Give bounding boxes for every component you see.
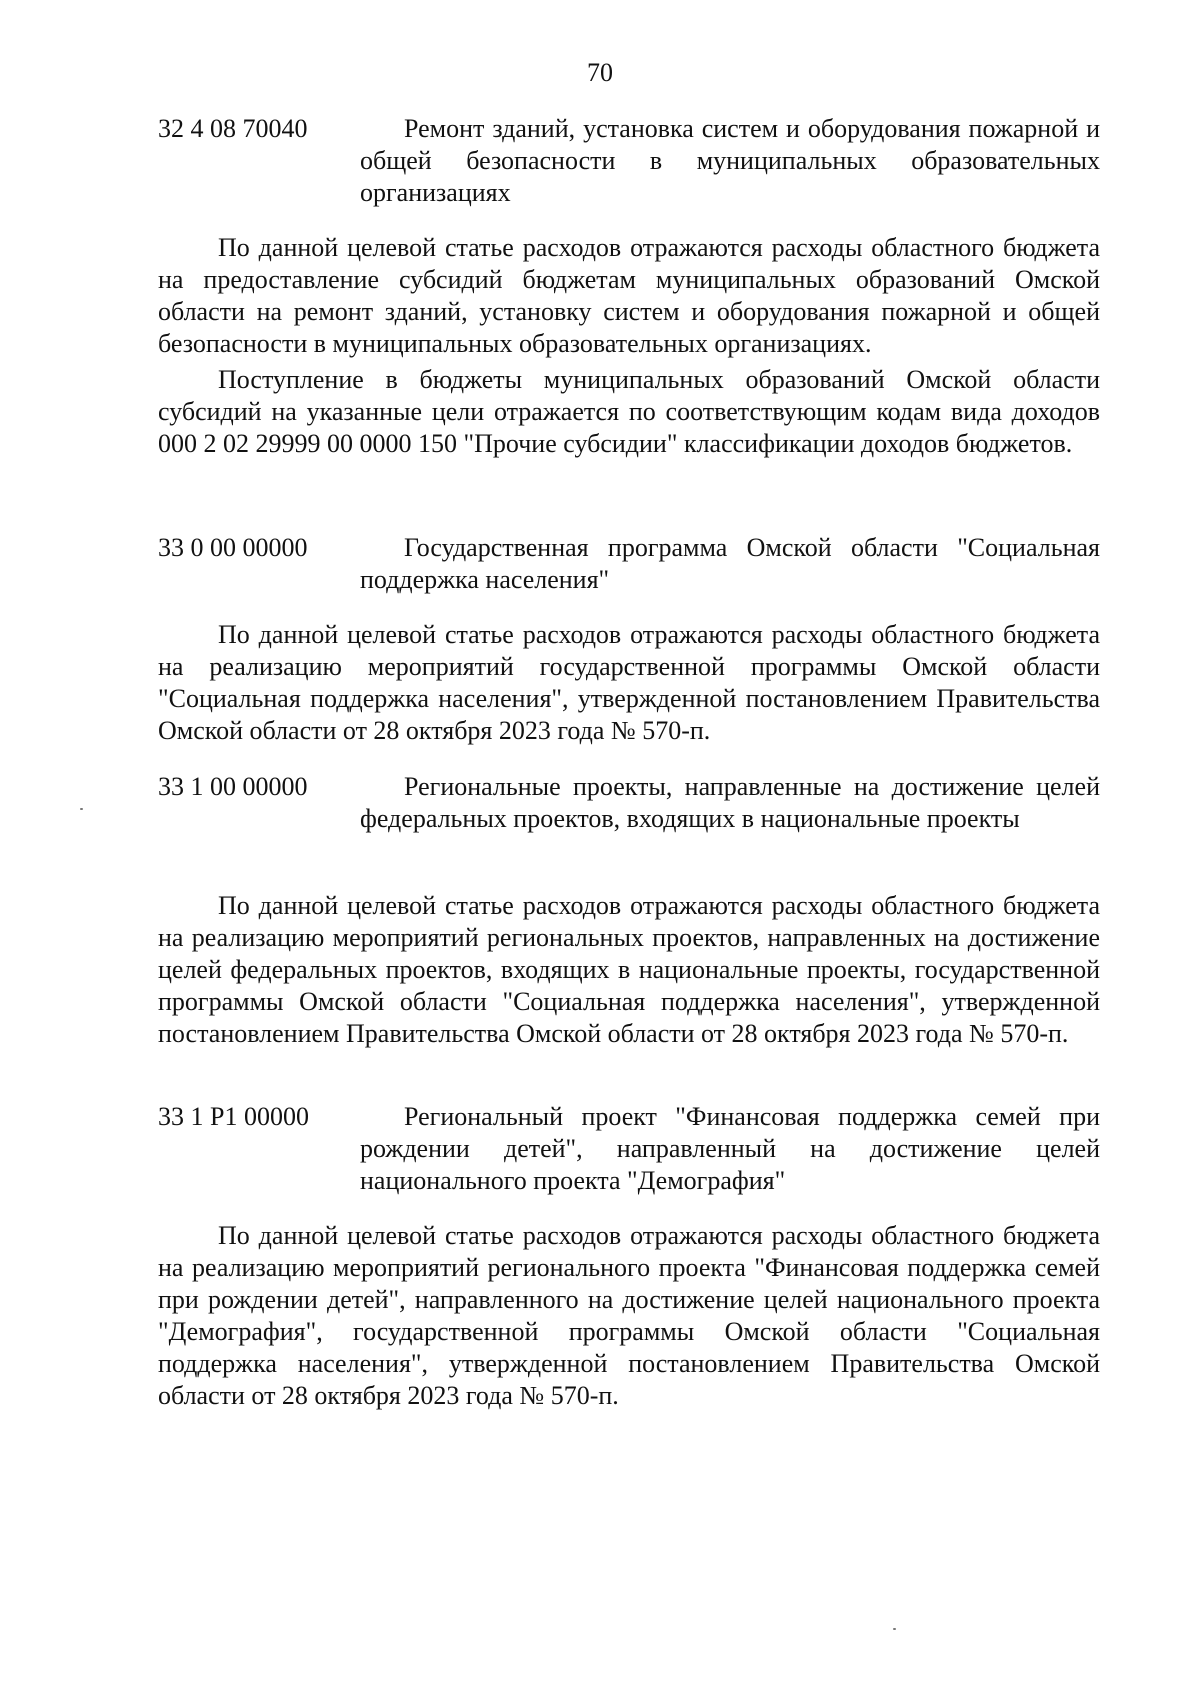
section-code: 33 0 00 00000: [158, 533, 308, 562]
paragraph: По данной целевой статье расходов отражаются расходы областного бюджета на реализацию мероприятий региональных проектов, направленных на достижение целей федеральных проектов, входящих в национальные проекты, государственной программы Омской области "Социальная поддержка населения", утвержденной постановлением Правительства Омской области от 28 октября 2023 года № 570-п.: [158, 891, 1100, 1048]
section-body-32-4-08-70040: [158, 232, 1100, 464]
section-header-32-4-08-70040: [158, 113, 1100, 209]
section-body-33-0-00-00000: [158, 619, 1100, 751]
page-number: 70: [587, 58, 613, 87]
section-header-33-1-00-00000: [158, 771, 1100, 835]
paragraph: По данной целевой статье расходов отражаются расходы областного бюджета на реализацию мероприятий регионального проекта "Финансовая поддержка семей при рождении детей", направленного на достижение целей национального проекта "Демография", государственной программы Омской области "Социальная поддержка населения", утвержденной постановлением Правительства Омской области от 28 октября 2023 года № 570-п.: [158, 1221, 1100, 1410]
section-body-33-1-P1-00000: [158, 1220, 1100, 1416]
section-header-33-1-P1-00000: [158, 1101, 1100, 1197]
paragraph: По данной целевой статье расходов отражаются расходы областного бюджета на реализацию мероприятий государственной программы Омской области "Социальная поддержка населения", утвержденной постановлением Правительства Омской области от 28 октября 2023 года № 570-п.: [158, 620, 1100, 745]
section-code: 33 1 00 00000: [158, 772, 308, 801]
section-title: Региональные проекты, направленные на достижение целей федеральных проектов, входящих в национальные проекты: [360, 772, 1100, 833]
section-title: Ремонт зданий, установка систем и оборудования пожарной и общей безопасности в муниципальных образовательных организациях: [360, 114, 1100, 207]
section-code: 33 1 P1 00000: [158, 1102, 309, 1131]
paragraph: Поступление в бюджеты муниципальных образований Омской области субсидий на указанные цели отражается по соответствующим кодам вида доходов 000 2 02 29999 00 0000 150 "Прочие субсидии" классификации доходов бюджетов.: [158, 365, 1100, 458]
section-body-33-1-00-00000: [158, 890, 1100, 1054]
section-title: Региональный проект "Финансовая поддержка семей при рождении детей", направленный на достижение целей национального проекта "Демография": [360, 1102, 1100, 1195]
paragraph: По данной целевой статье расходов отражаются расходы областного бюджета на предоставление субсидий бюджетам муниципальных образований Омской области на ремонт зданий, установку систем и оборудования пожарной и общей безопасности в муниципальных образовательных организациях.: [158, 233, 1100, 358]
section-code: 32 4 08 70040: [158, 114, 308, 143]
scan-speck: [80, 808, 83, 810]
section-title: Государственная программа Омской области "Социальная поддержка населения": [360, 533, 1100, 594]
section-header-33-0-00-00000: [158, 532, 1100, 596]
scan-speck: [893, 1628, 896, 1630]
